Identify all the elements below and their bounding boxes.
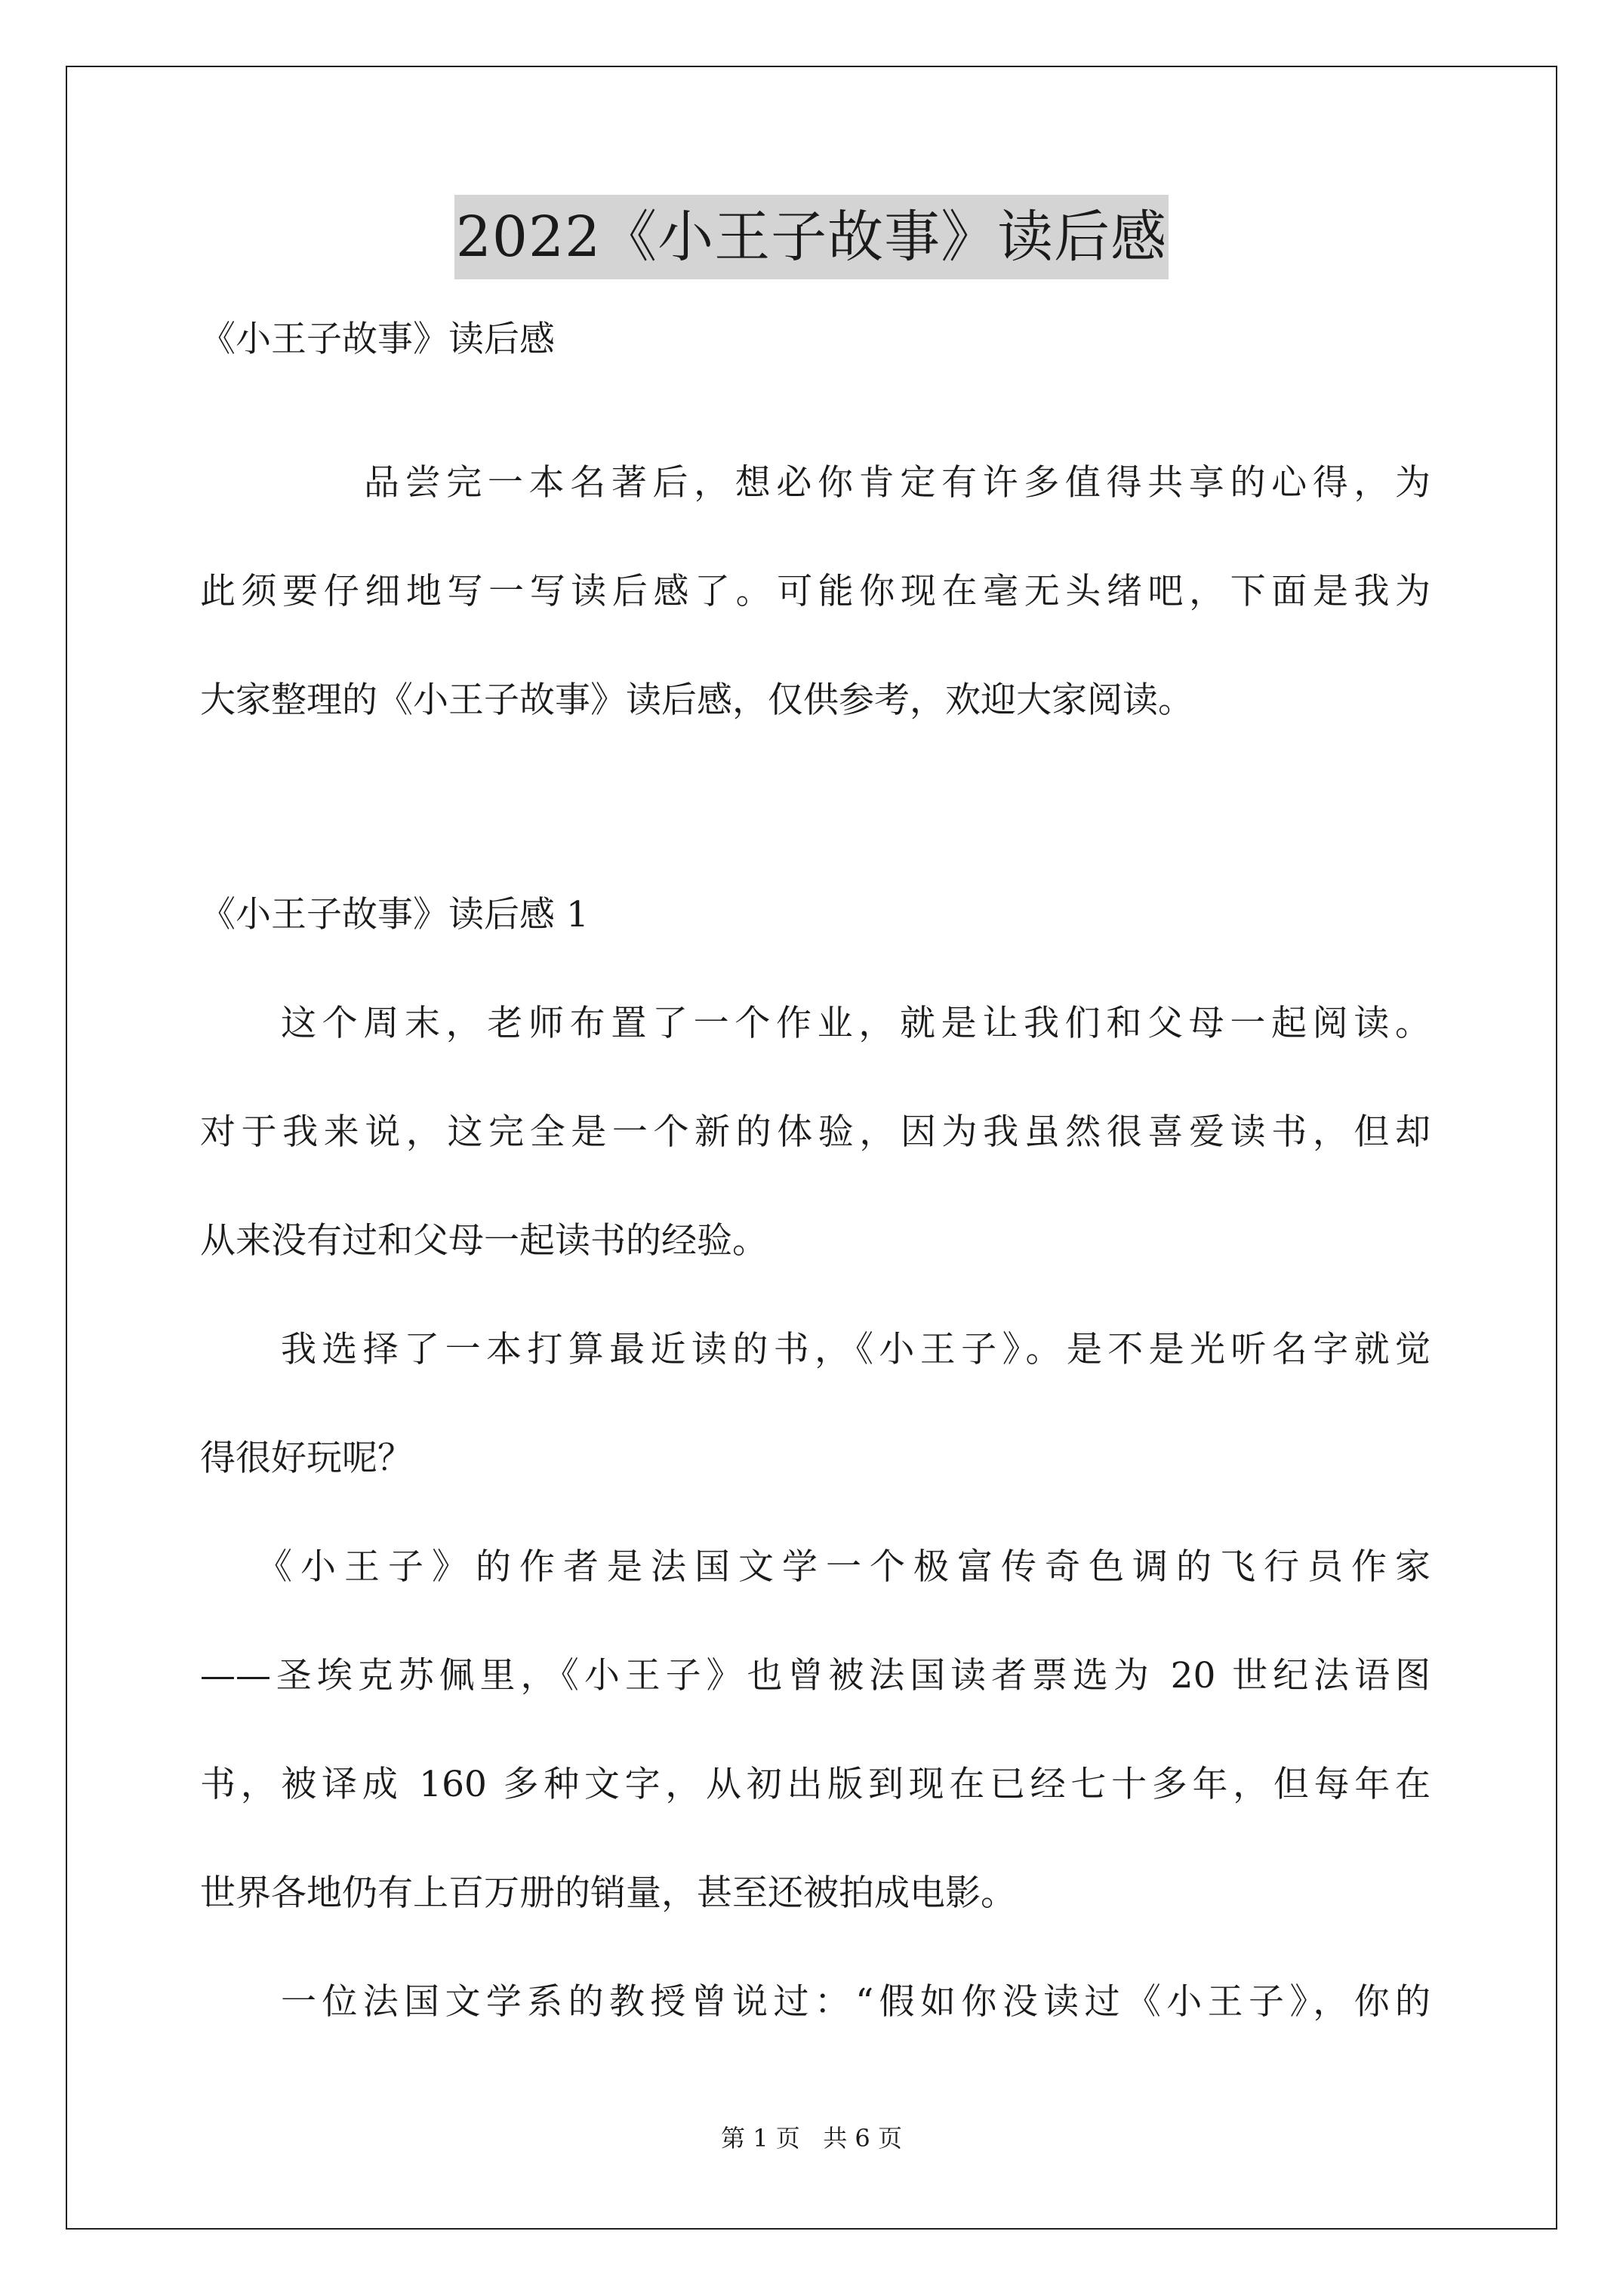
paragraph-line: 此须要仔细地写一写读后感了。可能你现在毫无头绪吧，下面是我为	[200, 571, 1431, 612]
paragraph-line: 世界各地仍有上百万册的销量，甚至还被拍成电影。	[200, 1872, 1016, 1914]
paragraph-line: ——圣埃克苏佩里，《小王子》也曾被法国读者票选为 20 世纪法语图	[200, 1655, 1431, 1697]
subtitle-line: 《小王子故事》读后感	[200, 319, 555, 360]
paragraph-line: 品尝完一本名著后，想必你肯定有许多值得共享的心得，为	[364, 462, 1431, 504]
section-heading: 《小王子故事》读后感 1	[200, 894, 589, 935]
paragraph-line: 对于我来说，这完全是一个新的体验，因为我虽然很喜爱读书，但却	[200, 1111, 1431, 1153]
paragraph-line: 从来没有过和父母一起读书的经验。	[200, 1220, 768, 1262]
document-title: 2022《小王子故事》读后感	[454, 195, 1169, 279]
paragraph-line: 得很好玩呢？	[200, 1438, 413, 1479]
paragraph-line: 一位法国文学系的教授曾说过：“假如你没读过《小王子》，你的	[281, 1981, 1431, 2023]
paragraph-line: 我选择了一本打算最近读的书，《小王子》。是不是光听名字就觉	[281, 1329, 1431, 1370]
title-container	[0, 195, 1623, 279]
paragraph-line: 这个周末，老师布置了一个作业，就是让我们和父母一起阅读。	[281, 1003, 1431, 1044]
paragraph-line: 大家整理的《小王子故事》读后感，仅供参考，欢迎大家阅读。	[200, 680, 1193, 721]
paragraph-line: 《小王子》的作者是法国文学一个极富传奇色调的飞行员作家	[257, 1546, 1431, 1588]
paragraph-line: 书，被译成 160 多种文字，从初出版到现在已经七十多年，但每年在	[200, 1764, 1431, 1805]
page-footer: 第 1 页 共 6 页	[721, 2124, 902, 2153]
